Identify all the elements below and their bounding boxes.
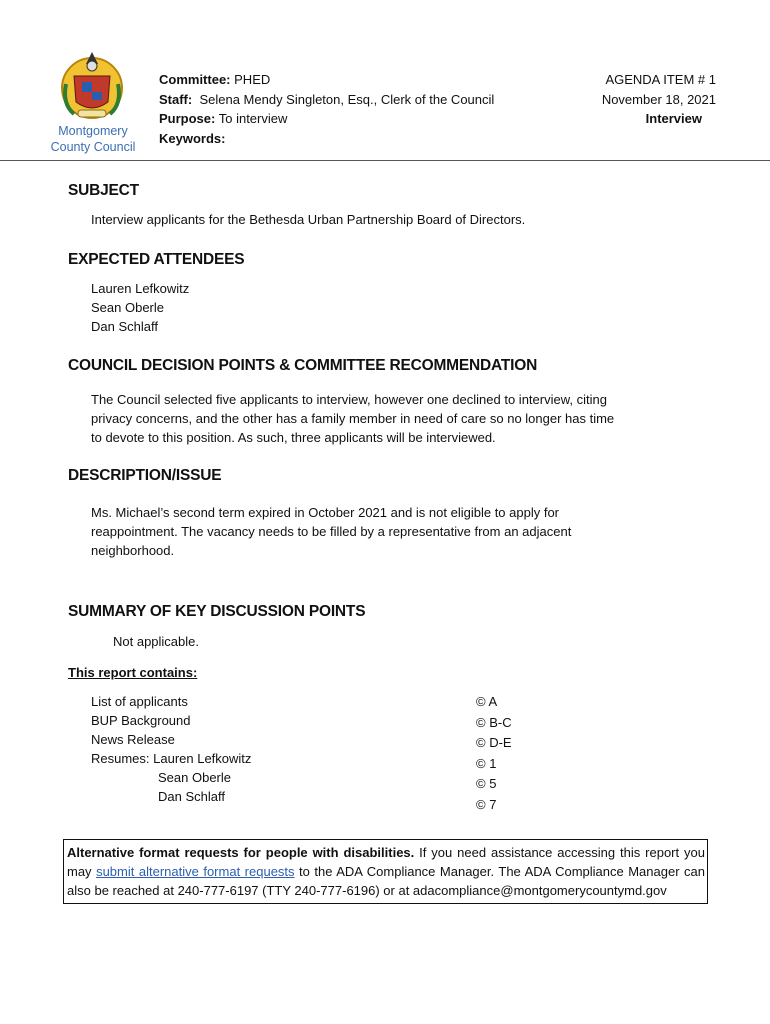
attachment-label: Sean Oberle bbox=[158, 770, 231, 785]
attachment-codes bbox=[476, 692, 512, 815]
attendees-list bbox=[91, 279, 189, 336]
attachment-label: Resumes: Lauren Lefkowitz bbox=[91, 751, 252, 766]
agenda-date: November 18, 2021 bbox=[601, 91, 716, 107]
attachment-label: BUP Background bbox=[91, 713, 191, 728]
subject-text: Interview applicants for the Bethesda Urban Partnership Board of Directors. bbox=[91, 212, 526, 227]
subject-heading: SUBJECT bbox=[68, 182, 139, 199]
staff-value: Selena Mendy Singleton, Esq., Clerk of the Council bbox=[199, 91, 495, 107]
attendees-heading: EXPECTED ATTENDEES bbox=[68, 251, 245, 268]
attachment-label: Dan Schlaff bbox=[158, 789, 225, 804]
attachment-label: List of applicants bbox=[91, 694, 188, 709]
attachment-code: © B-C bbox=[476, 714, 512, 730]
accessibility-notice: Alternative format requests for people with disabilities. If you need assistance accessing this report you may submit alternative format requests to the ADA Compliance Manager. The ADA Compliance Manager can also be reached at 240-777-6197 (TTY 240-777-6196) or at adacompliance@montgomerycountymd.gov bbox=[63, 839, 708, 904]
description-text: Ms. Michael’s second term expired in October 2021 and is not eligible to apply for reappointment. The vacancy needs to be filled by a representative from an adjacent neighborhood. bbox=[91, 505, 572, 558]
org-name: Montgomery County Council bbox=[50, 124, 136, 154]
summary-heading: SUMMARY OF KEY DISCUSSION POINTS bbox=[68, 603, 366, 620]
summary-text: Not applicable. bbox=[113, 634, 199, 649]
attendee-name: Sean Oberle bbox=[91, 300, 164, 315]
alternative-format-link[interactable]: submit alternative format requests bbox=[96, 864, 295, 879]
attendee-name: Lauren Lefkowitz bbox=[91, 281, 190, 296]
purpose-label: Purpose: bbox=[159, 111, 216, 126]
attachment-code: © 7 bbox=[476, 796, 497, 812]
attachment-list bbox=[91, 692, 251, 806]
attachment-code: © A bbox=[476, 694, 498, 709]
meta-block bbox=[159, 70, 494, 148]
agenda-type: Interview bbox=[645, 111, 702, 126]
agenda-item: AGENDA ITEM # 1 bbox=[605, 72, 716, 87]
notice-bold: Alternative format requests for people with disabilities. bbox=[67, 845, 415, 860]
purpose-value: To interview bbox=[218, 111, 288, 126]
report-contents-title: This report contains: bbox=[68, 665, 198, 680]
attachment-code: © 5 bbox=[476, 776, 497, 791]
decision-heading: COUNCIL DECISION POINTS & COMMITTEE RECOMMENDATION bbox=[68, 357, 538, 374]
committee-label: Committee: bbox=[159, 72, 231, 87]
attachment-label: News Release bbox=[91, 732, 175, 747]
attachment-code: © 1 bbox=[476, 755, 497, 771]
attendee-name: Dan Schlaff bbox=[91, 319, 158, 334]
staff-label: Staff: bbox=[159, 91, 193, 107]
committee-value: PHED bbox=[234, 72, 271, 87]
description-heading: DESCRIPTION/ISSUE bbox=[68, 467, 222, 484]
keywords-label: Keywords: bbox=[159, 130, 226, 146]
attachment-code: © D-E bbox=[476, 735, 512, 750]
header-divider bbox=[0, 160, 770, 161]
agenda-block bbox=[560, 70, 716, 129]
decision-text: The Council selected five applicants to interview, however one declined to interview, citing privacy concerns, and the other has a family member in need of care so no longer has time to devote to this position. As such, three applicants will be interviewed. bbox=[91, 392, 615, 445]
council-seal-logo bbox=[52, 44, 132, 124]
